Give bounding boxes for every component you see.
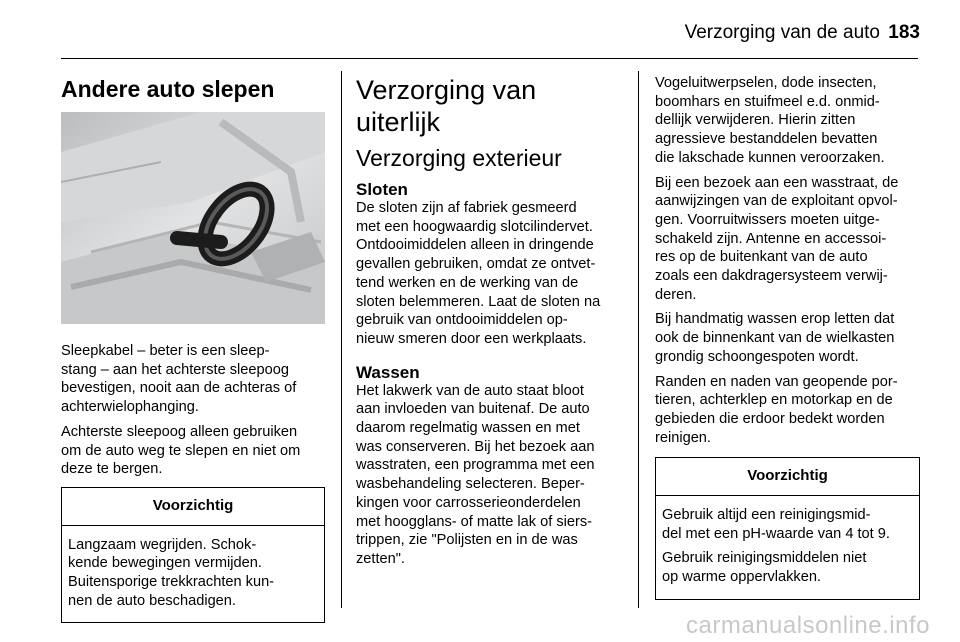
caution-box-cleaning (655, 457, 920, 600)
washing-paragraph-4: Bij handmatig wassen erop letten dat ook de binnenkant van de wielkasten grondig schoongespoten wordt. (655, 311, 895, 365)
chapter-title: Verzorging van uiterlijk (356, 75, 537, 137)
section-title-towing: Andere auto slepen (61, 76, 275, 102)
left-column (61, 74, 325, 623)
washing-paragraph: Het lakwerk van de auto staat bloot aan invloeden van buitenaf. De auto daarom regelmatig wassen en met was conserveren. Bij het bezoek aan wasstraten, een programma met een wasbehandeling selecteren. Beper- kingen voor carrosserieonderdelen met hoogglans- of matte lak of siers- trippen, zie "Polijsten en in de was zetten". (356, 382, 595, 567)
washing-paragraph-5: Randen en naden van geopende por- tieren, achterklep en motorkap en de gebieden die erdoor bedekt worden reinigen. (655, 373, 898, 446)
washing-paragraph-3: Bij een bezoek aan een wasstraat, de aanwijzingen van de exploitant opvol- gen. Voorruitwissers moeten uitge- schakeld zijn. Antenne en accessoi- res op de buitenkant van de auto zoals een dakdragersysteem verwij- deren. (655, 174, 899, 303)
locks-paragraph: De sloten zijn af fabriek gesmeerd met een hoogwaardig slotcilindervet. Ontdooimiddelen alleen in dringende gevallen gebruiken, omdat ze ontvet- tend werken en de werking van de sloten belemmeren. Laat de sloten na gebruik van ontdooimiddelen op- nieuw smeren door een werkplaats. (356, 200, 601, 347)
caution-box-towing (61, 487, 325, 624)
page-number: 183 (888, 22, 920, 43)
towing-paragraph-1: Sleepkabel – beter is een sleep- stang – aan het achterste sleepoog bevestigen, nooit aan de achteras of achterwielophanging. (61, 343, 297, 416)
tow-eye-illustration (61, 112, 325, 324)
watermark: carmanualsonline.info (686, 612, 930, 639)
subsection-title: Verzorging exterieur (356, 145, 562, 171)
topic-heading-locks: Sloten (356, 180, 408, 199)
caution-heading: Voorzichtig (656, 458, 919, 496)
caution-text-1: Gebruik altijd een reinigingsmid- del met een pH-waarde van 4 tot 9. (662, 507, 890, 542)
header-rule (61, 58, 918, 59)
washing-paragraph-2: Vogeluitwerpselen, dode insecten, boomhars en stuifmeel e.d. onmid- dellijk verwijderen. Hierin zitten agressieve bestanddelen bevatten die lakschade kunnen veroorzaken. (655, 75, 885, 166)
topic-heading-washing: Wassen (356, 362, 420, 382)
caution-heading: Voorzichtig (62, 488, 324, 526)
right-column (655, 74, 920, 600)
column-divider-right (638, 71, 639, 608)
running-header-title: Verzorging van de auto (684, 22, 880, 43)
caution-text: Langzaam wegrijden. Schok- kende bewegingen vermijden. Buitensporige trekkrachten kun- nen de auto beschadigen. (68, 536, 275, 609)
tow-eye-icon (61, 112, 325, 324)
middle-column (356, 74, 621, 575)
towing-paragraph-2: Achterste sleepoog alleen gebruiken om de auto weg te slepen en niet om deze te bergen. (61, 423, 301, 478)
caution-text-2: Gebruik reinigingsmiddelen niet op warme oppervlakken. (662, 550, 867, 586)
column-divider-left (341, 71, 342, 608)
